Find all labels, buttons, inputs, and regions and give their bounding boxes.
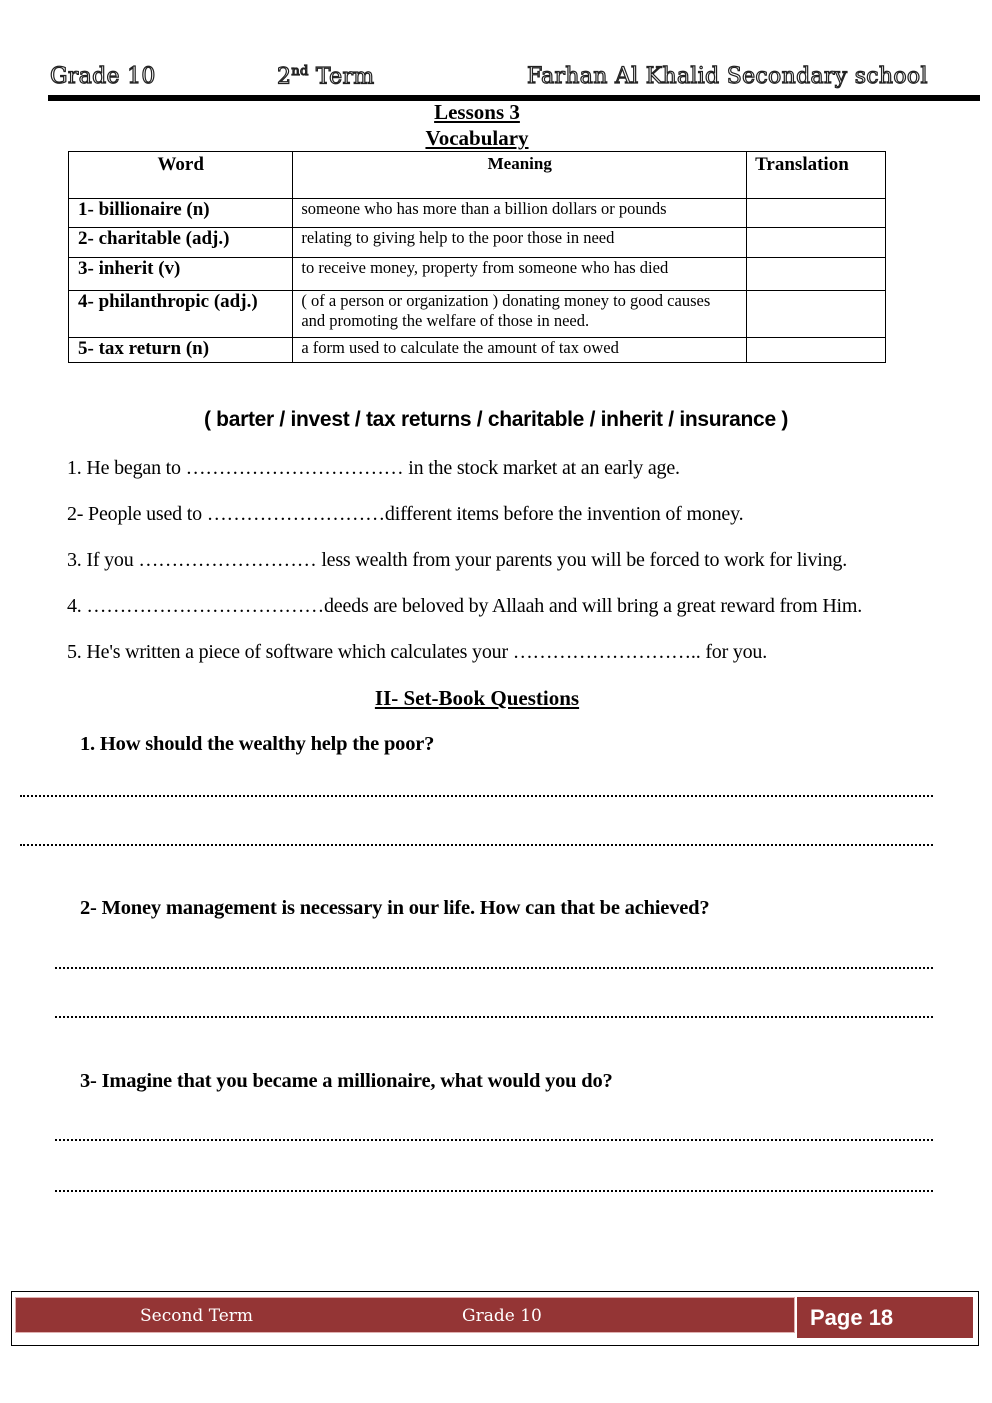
term-word: Term — [308, 64, 375, 90]
vocab-meaning — [293, 291, 747, 338]
fill-in-sentence-4[interactable]: 4. ………………………………deeds are beloved by Allaah and will bring a great reward from Him. — [67, 595, 863, 617]
answer-line-2b[interactable] — [55, 1016, 933, 1018]
table-row — [69, 228, 886, 258]
table-row — [69, 338, 886, 363]
word-bank: ( barter / invest / tax returns / charitable / inherit / insurance ) — [203, 408, 789, 431]
fill-in-sentence-2[interactable]: 2- People used to ………………………different items before the invention of money. — [67, 503, 744, 525]
vocab-word: 5- tax return (n) — [69, 338, 293, 363]
vocab-header-row — [69, 152, 886, 199]
vocab-title: Vocabulary — [425, 126, 529, 150]
question-3: 3- Imagine that you became a millionaire, what would you do? — [80, 1070, 613, 1092]
answer-line-3a[interactable] — [55, 1139, 933, 1141]
vocab-meaning: someone who has more than a billion dollars or pounds — [293, 199, 747, 228]
vocab-meaning: to receive money, property from someone who has died — [293, 258, 747, 291]
vocab-meaning: a form used to calculate the amount of tax owed — [293, 338, 747, 363]
vocab-table — [68, 151, 886, 363]
header-term — [277, 64, 374, 89]
vocab-word: 4- philanthropic (adj.) — [69, 291, 293, 338]
answer-line-1b[interactable] — [20, 844, 933, 846]
table-row — [69, 258, 886, 291]
col-meaning: Meaning — [293, 152, 747, 199]
vocab-word: 2- charitable (adj.) — [69, 228, 293, 258]
vocab-translation-field[interactable] — [747, 228, 886, 258]
answer-line-1a[interactable] — [20, 795, 933, 797]
meaning-line-2: and promoting the welfare of those in need. — [301, 311, 590, 330]
header-school: Farhan Al Khalid Secondary school — [527, 64, 928, 89]
vocab-translation-field[interactable] — [747, 199, 886, 228]
vocab-meaning: relating to giving help to the poor those in need — [293, 228, 747, 258]
table-row — [69, 291, 886, 338]
fill-in-sentence-1[interactable]: 1. He began to …………………………… in the stock market at an early age. — [67, 457, 680, 479]
lesson-title: Lessons 3 — [434, 100, 520, 124]
vocab-translation-field[interactable] — [747, 338, 886, 363]
fill-in-sentence-5[interactable]: 5. He's written a piece of software which calculates your ……………………….. for you. — [67, 641, 768, 663]
footer-grade: Grade 10 — [462, 1306, 542, 1326]
table-row — [69, 199, 886, 228]
col-word: Word — [69, 152, 293, 199]
vocab-word: 1- billionaire (n) — [69, 199, 293, 228]
question-1: 1. How should the wealthy help the poor? — [80, 733, 435, 755]
footer-bar — [15, 1297, 795, 1333]
set-book-title: II- Set-Book Questions — [374, 686, 580, 710]
fill-in-sentence-3[interactable]: 3. If you ……………………… less wealth from your parents you will be forced to work for living. — [67, 549, 848, 571]
term-superscript: nd — [291, 64, 309, 79]
footer-term: Second Term — [140, 1306, 254, 1326]
answer-line-3b[interactable] — [55, 1190, 933, 1192]
header-grade: Grade 10 — [50, 64, 156, 89]
col-translation: Translation — [747, 152, 886, 199]
question-2: 2- Money management is necessary in our life. How can that be achieved? — [80, 897, 710, 919]
vocab-word: 3- inherit (v) — [69, 258, 293, 291]
term-number: 2 — [277, 64, 292, 90]
vocab-translation-field[interactable] — [747, 258, 886, 291]
answer-line-2a[interactable] — [55, 967, 933, 969]
vocab-translation-field[interactable] — [747, 291, 886, 338]
meaning-line-1: ( of a person or organization ) donating money to good causes — [301, 291, 711, 310]
page-number: Page 18 — [810, 1305, 894, 1330]
